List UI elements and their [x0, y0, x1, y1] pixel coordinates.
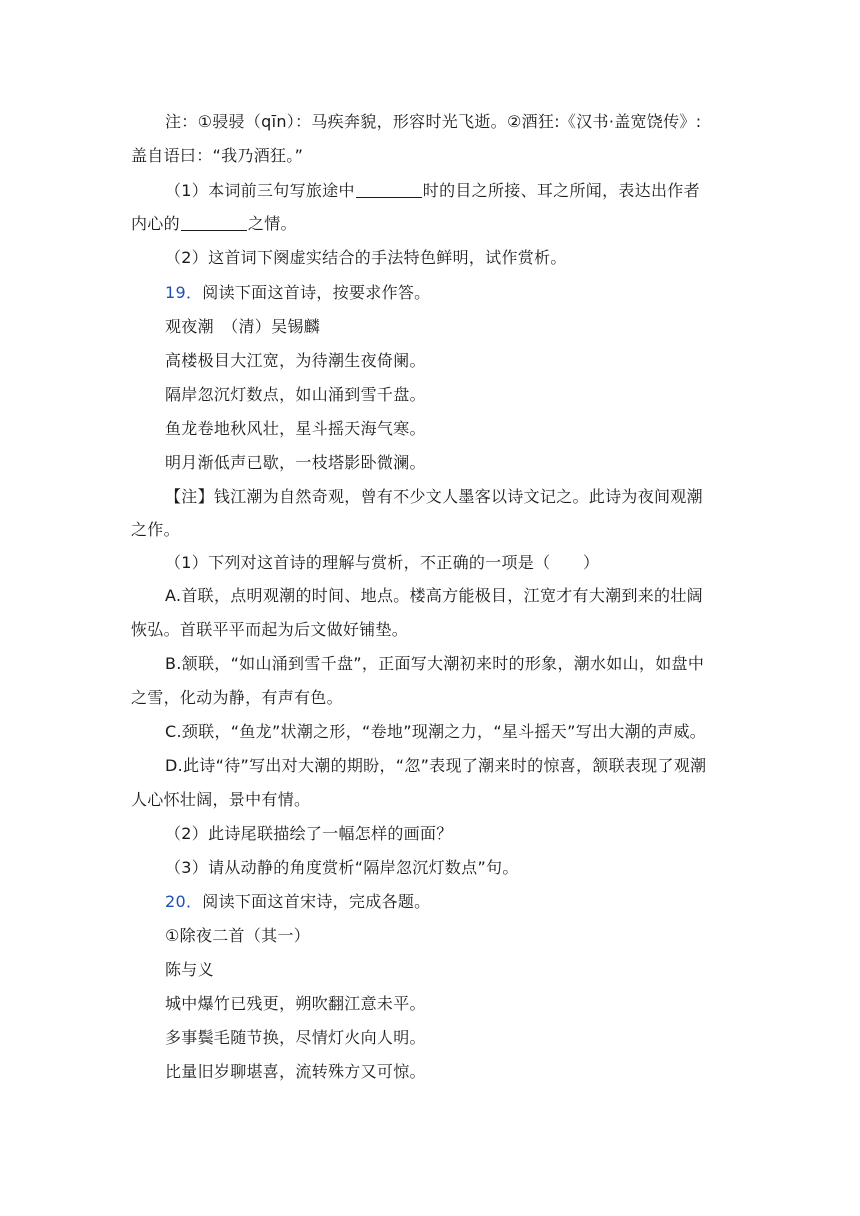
poem-title: ①除夜二首（其一） — [165, 926, 311, 945]
question-text: 时的目之所接、耳之所闻，表达出作者 — [422, 181, 700, 200]
note-line: 注：①骎骎（qīn）：马疾奔貌，形容时光飞逝。②酒狂:《汉书·盖宽饶传》: — [165, 112, 702, 131]
answer-blank — [181, 214, 247, 231]
poem-note: 【注】钱江潮为自然奇观，曾有不少文人墨客以诗文记之。此诗为夜间观潮 — [165, 487, 703, 506]
question-19-3: （3）请从动静的角度赏析“隔岸忽沉灯数点”句。 — [165, 858, 519, 877]
poem-note: 之作。 — [131, 520, 180, 539]
question-19-header — [165, 283, 430, 303]
option-d: D.此诗“待”写出对大潮的期盼，“忽”表现了潮来时的惊喜，颔联表现了观潮 — [165, 756, 707, 775]
question-18-1-cont — [131, 214, 297, 234]
poem-line: 隔岸忽沉灯数点，如山涌到雪千盘。 — [165, 385, 426, 404]
option-a: A.首联，点明观潮的时间、地点。楼高方能极目，江宽才有大潮到来的壮阔 — [165, 586, 703, 605]
question-19-1: （1）下列对这首诗的理解与赏析，不正确的一项是（ ） — [165, 553, 600, 572]
poem-line: 鱼龙卷地秋风壮，星斗摇天海气寒。 — [165, 419, 426, 438]
poem-line: 城中爆竹已残更，朔吹翻江意未平。 — [165, 994, 426, 1013]
question-text: 内心的 — [131, 214, 180, 233]
question-text: 之情。 — [247, 214, 297, 233]
question-19-2: （2）此诗尾联描绘了一幅怎样的画面？ — [165, 824, 453, 843]
question-number: 20． — [165, 892, 203, 911]
question-20-header — [165, 892, 430, 912]
option-b-cont: 之雪，化动为静，有声有色。 — [131, 688, 343, 707]
poem-line: 明月渐低声已歇，一枝塔影卧微澜。 — [165, 453, 426, 472]
option-d-cont: 人心怀壮阔，景中有情。 — [131, 790, 311, 809]
poem-line: 多事鬓毛随节换，尽情灯火向人明。 — [165, 1028, 426, 1047]
poem-title: 观夜潮 （清）吴锡麟 — [165, 317, 321, 336]
option-a-cont: 恢弘。首联平平而起为后文做好铺垫。 — [131, 620, 409, 639]
poem-author: 陈与义 — [165, 960, 214, 979]
option-c: C.颈联，“鱼龙”状潮之形，“卷地”现潮之力，“星斗摇天”写出大潮的声威。 — [165, 722, 707, 741]
option-b: B.颔联，“如山涌到雪千盘”，正面写大潮初来时的形象，潮水如山，如盘中 — [165, 654, 705, 673]
note-line: 盖自语曰：“我乃酒狂。” — [131, 146, 304, 165]
question-prompt: 阅读下面这首宋诗，完成各题。 — [202, 892, 431, 911]
poem-line: 高楼极目大江宽，为待潮生夜倚阑。 — [165, 351, 426, 370]
question-prompt: 阅读下面这首诗，按要求作答。 — [202, 283, 431, 302]
answer-blank — [356, 181, 422, 198]
question-number: 19． — [165, 283, 203, 302]
question-18-1 — [165, 181, 700, 201]
question-text: （1）本词前三句写旅途中 — [165, 181, 355, 200]
poem-line: 比量旧岁聊堪喜，流转殊方又可惊。 — [165, 1062, 426, 1081]
question-18-2: （2）这首词下阕虚实结合的手法特色鲜明，试作赏析。 — [165, 248, 567, 267]
